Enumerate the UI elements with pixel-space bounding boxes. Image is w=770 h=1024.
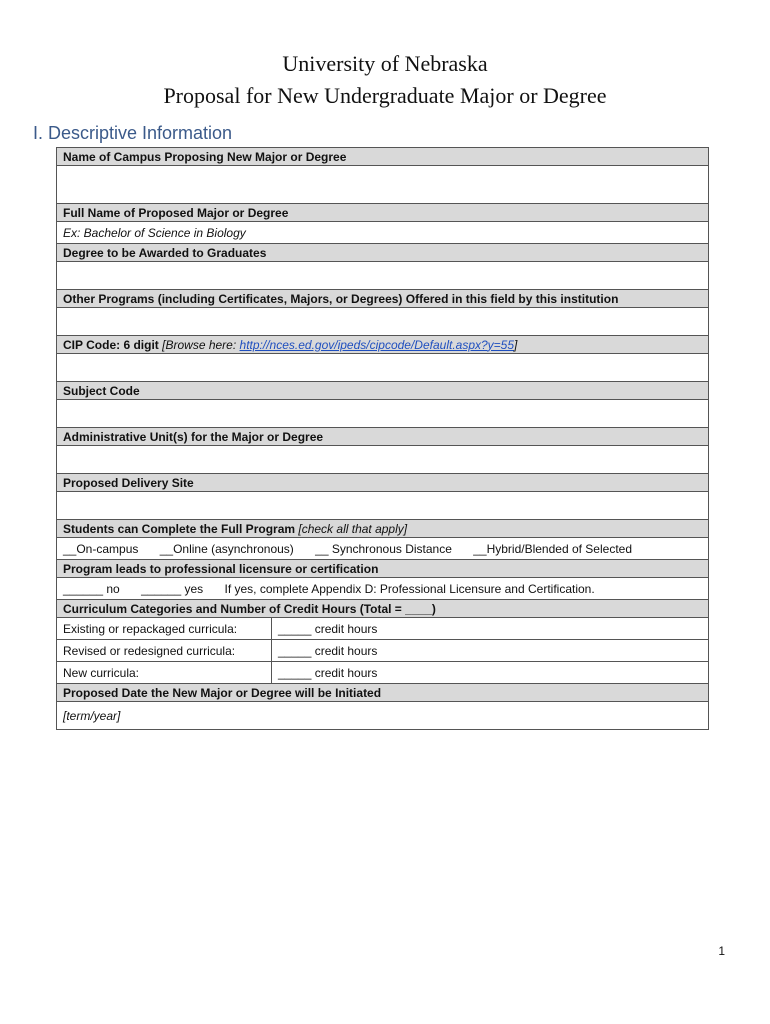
date-field[interactable]: [term/year] xyxy=(57,702,709,730)
students-label: Students can Complete the Full Program xyxy=(63,521,296,536)
campus-field[interactable] xyxy=(57,166,709,204)
cip-link[interactable]: http://nces.ed.gov/ipeds/cipcode/Default.aspx?y=55 xyxy=(239,337,515,352)
cip-browse-suffix: ] xyxy=(514,337,518,352)
cip-label-row xyxy=(57,336,709,354)
degree-field[interactable] xyxy=(57,262,709,290)
major-field[interactable]: Ex: Bachelor of Science in Biology xyxy=(57,222,709,244)
cip-browse-prefix: [Browse here: xyxy=(162,337,240,352)
option-on-campus[interactable]: __On-campus xyxy=(63,541,139,556)
subject-label: Subject Code xyxy=(57,382,709,400)
curriculum-row xyxy=(57,618,709,640)
descriptive-information-form xyxy=(56,147,709,730)
option-online[interactable]: __Online (asynchronous) xyxy=(159,541,294,556)
option-hybrid[interactable]: __Hybrid/Blended of Selected xyxy=(473,541,633,556)
option-synchronous-distance[interactable]: __ Synchronous Distance xyxy=(315,541,452,556)
licensure-note: If yes, complete Appendix D: Professional Licensure and Certification. xyxy=(224,581,595,596)
cip-field[interactable] xyxy=(57,354,709,382)
delivery-site-field[interactable] xyxy=(57,492,709,520)
section-heading: I. Descriptive Information xyxy=(33,123,233,143)
curriculum-row-value[interactable]: _____ credit hours xyxy=(272,662,709,684)
curriculum-row xyxy=(57,640,709,662)
licensure-options xyxy=(57,578,709,600)
other-programs-field[interactable] xyxy=(57,308,709,336)
delivery-site-label: Proposed Delivery Site xyxy=(57,474,709,492)
major-label: Full Name of Proposed Major or Degree xyxy=(57,204,709,222)
licensure-yes[interactable]: ______ yes xyxy=(141,581,204,596)
curriculum-row-label: Existing or repackaged curricula: xyxy=(57,618,272,640)
students-label-row xyxy=(57,520,709,538)
curriculum-row xyxy=(57,662,709,684)
curriculum-row-label: Revised or redesigned curricula: xyxy=(57,640,272,662)
students-hint: [check all that apply] xyxy=(298,521,408,536)
degree-label: Degree to be Awarded to Graduates xyxy=(57,244,709,262)
licensure-no[interactable]: ______ no xyxy=(63,581,120,596)
cip-label: CIP Code: 6 digit xyxy=(63,337,159,352)
licensure-label: Program leads to professional licensure or certification xyxy=(57,560,709,578)
page-number: 1 xyxy=(718,944,725,958)
date-label: Proposed Date the New Major or Degree will be Initiated xyxy=(57,684,709,702)
curriculum-row-value[interactable]: _____ credit hours xyxy=(272,618,709,640)
campus-label: Name of Campus Proposing New Major or Degree xyxy=(57,148,709,166)
admin-unit-label: Administrative Unit(s) for the Major or Degree xyxy=(57,428,709,446)
curriculum-row-value[interactable]: _____ credit hours xyxy=(272,640,709,662)
other-programs-label: Other Programs (including Certificates, Majors, or Degrees) Offered in this field by this institution xyxy=(57,290,709,308)
curriculum-label: Curriculum Categories and Number of Credit Hours (Total = ____) xyxy=(57,600,709,618)
document-subtitle: Proposal for New Undergraduate Major or Degree xyxy=(163,83,607,108)
document-title: University of Nebraska xyxy=(282,51,488,76)
students-options xyxy=(57,538,709,560)
curriculum-row-label: New curricula: xyxy=(57,662,272,684)
subject-field[interactable] xyxy=(57,400,709,428)
admin-unit-field[interactable] xyxy=(57,446,709,474)
